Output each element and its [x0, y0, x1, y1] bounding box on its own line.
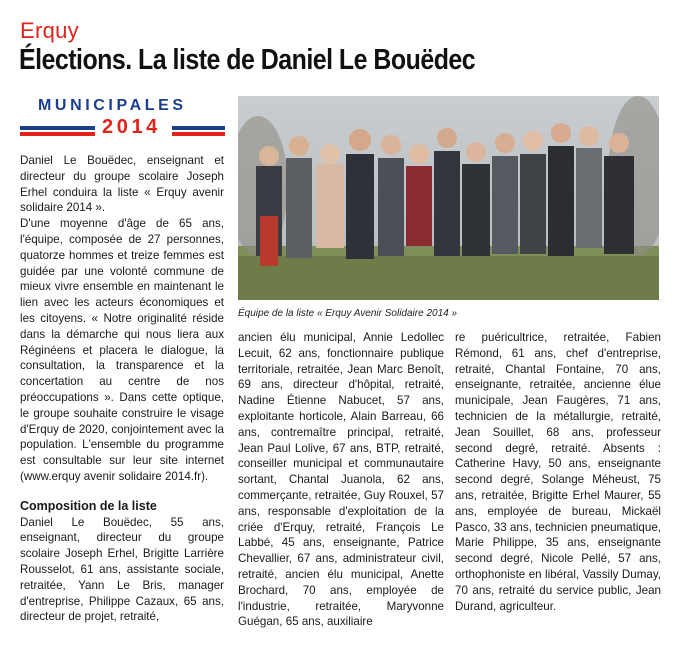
team-photo-illustration — [238, 96, 659, 300]
team-photo — [238, 96, 659, 300]
banner-stripe-red — [20, 132, 95, 136]
list-part-1: Daniel Le Bouëdec, 55 ans, enseignant, directeur du groupe scolaire Joseph Erhel, Brigitte Larrière Rousselot, 61 ans, assistante sociale, retraitée, Yann Le Bris, manager d'entreprise, Philippe Cazaux, 65 ans, directeur de projet, retraité, — [20, 515, 224, 624]
article-body: D'une moyenne d'âge de 65 ans, l'équipe, composée de 27 personnes, quatorze hommes et treize femmes est guidée par une volonté commune de mieux vivre ensemble en maintenant le lien avec les acteurs économiques et les citoyens. « Notre originalité réside dans la démarche qui nous liera aux Réginéens et placera le dialogue, la consultation, la transparence et la concertation au centre de nos préoccupations ». Dans cette optique, le groupe souhaite construire le visage d'Erquy de 2020, conjointement avec la population. L'ensemble du programme est consultable sur leur site internet (www.erquy avenir solidaire 2014.fr). — [20, 217, 224, 483]
banner-stripe-red-right — [172, 132, 225, 136]
list-part-3: re puéricultrice, retraitée, Fabien Rémond, 61 ans, chef d'entreprise, retraité, Chantal Fontaine, 70 ans, enseignante, retraitée, ancienne élue municipale, Jean Faugères, 71 ans, technicien de la métallurgie, retraité, Jean Souillet, 68 ans, professeur second degré, retraité. Absents : Catherine Havy, 50 ans, enseignante second degré, Solange Méheust, 75 ans, retraitée, Brigitte Erhel Maurer, 55 ans, employée de bureau, Mickaël Pasco, 33 ans, technicien pneumatique, Marie Philippe, 35 ans, enseignante second degré, Nicole Pellé, 57 ans, orthophoniste en libéral, Vassily Dumay, 70 ans, retraité du service public, Jean Durand, agriculteur. — [455, 331, 661, 613]
municipales-banner — [20, 94, 225, 142]
photo-caption: Équipe de la liste « Erquy Avenir Solidaire 2014 » — [238, 308, 458, 319]
banner-year: 2014 — [102, 116, 161, 138]
article-column-2 — [238, 330, 444, 630]
banner-word: MUNICIPALES — [38, 97, 187, 114]
banner-stripe-blue-right — [172, 126, 225, 130]
article-subhead: Composition de la liste — [20, 498, 157, 513]
banner-stripe-blue — [20, 126, 95, 130]
article-kicker: Erquy — [20, 18, 79, 43]
article-lead: Daniel Le Bouëdec, enseignant et directeur du groupe scolaire Joseph Erhel conduira la liste « Erquy avenir solidaire 2014 ». — [20, 154, 224, 215]
list-part-2: ancien élu municipal, Annie Ledollec Lecuit, 62 ans, fonctionnaire publique territoriale, retraitée, Jean Marc Benoît, 69 ans, directeur d'hôpital, retraité, Nadine Étienne Nabucet, 57 ans, exploitante horticole, Alain Barreau, 66 ans, contremaître principal, retraité, Jean Paul Lolive, 67 ans, BTP, retraité, conseiller municipal et communautaire sortant, Chantal Juanola, 62 ans, commerçante, retraitée, Guy Rouxel, 57 ans, responsable d'exploitation de la criée d'Erquy, retraité, François Le Labbé, 45 ans, enseignante, Patrice Chevallier, 67 ans, administrateur civil, retraité, ancien élu municipal, Anette Brochard, 70 ans, employée de l'industrie, retraitée, Maryvonne Guégan, 65 ans, auxiliaire — [238, 331, 444, 629]
article-headline: Élections. La liste de Daniel Le Bouëdec — [19, 44, 476, 76]
article-column-1 — [20, 153, 224, 625]
article-column-3 — [455, 330, 661, 614]
